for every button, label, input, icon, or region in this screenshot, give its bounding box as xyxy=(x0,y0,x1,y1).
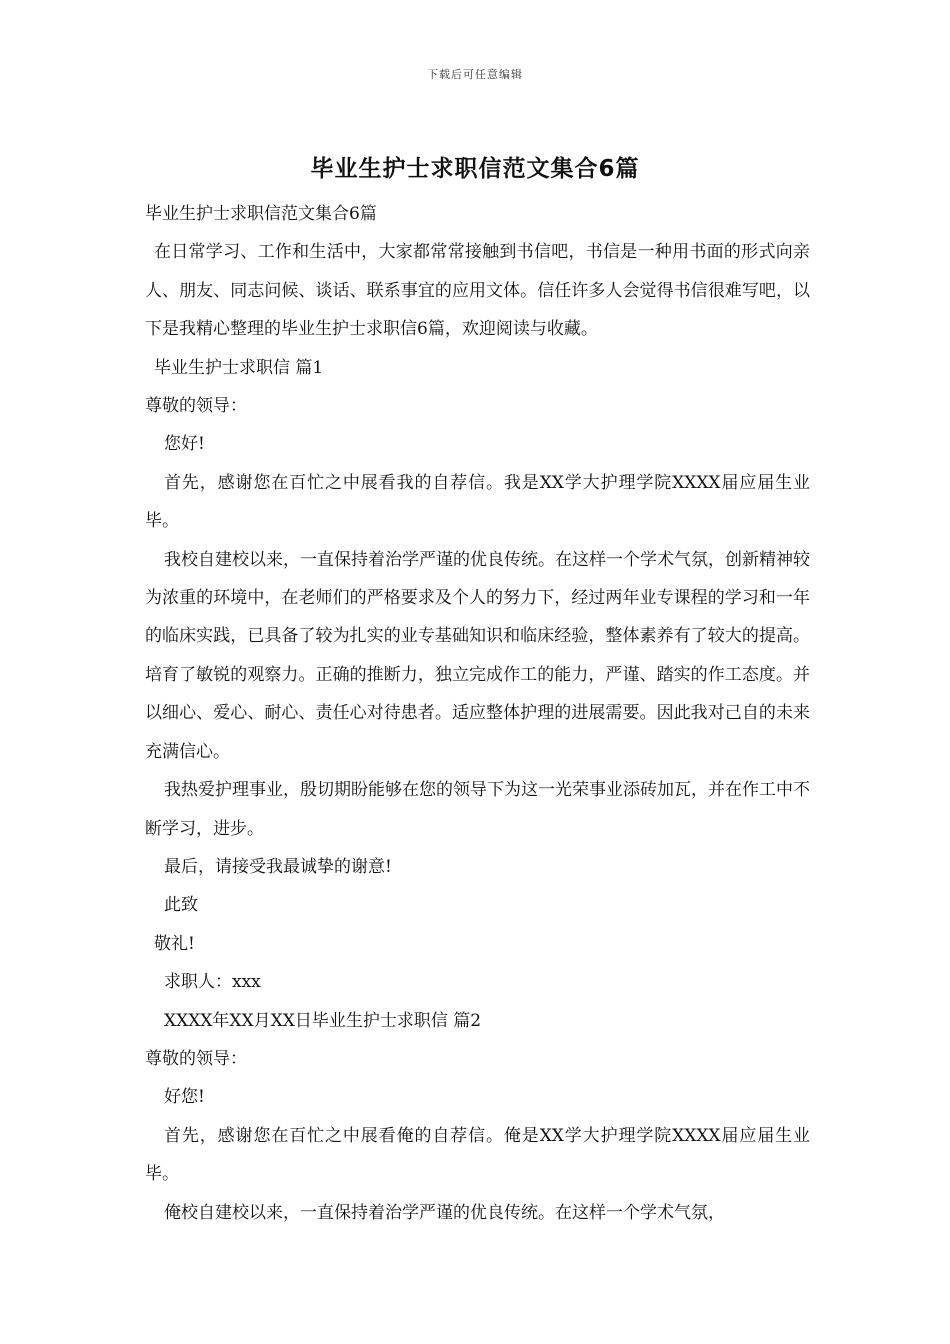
paragraph: 我热爱护理事业，殷切期盼能够在您的领导下为这一光荣事业添砖加瓦，并在作工中不断学习，进步。 xyxy=(145,780,810,839)
paragraph: 最后，请接受我最诚挚的谢意! xyxy=(164,856,392,877)
paragraph: 我校自建校以来，一直保持着治学严谨的优良传统。在这样一个学术气氛，创新精神较为浓重的环境中，在老师们的严格要求及个人的努力下，经过两年业专课程的学习和一年的临床实践，已具备了较为扎实的业专基础知识和临床经验，整体素养有了较大的提高。培育了敏锐的观察力。正确的推断力，独立完成作工的能力，严谨、踏实的作工态度。并以细心、爱心、耐心、责任心对待患者。适应整体护理的进展需要。因此我对己自的未来充满信心。 xyxy=(145,549,810,762)
document-title: 毕业生护士求职信范文集合6篇 xyxy=(310,156,640,182)
section-heading: 毕业生护士求职信 篇1 xyxy=(154,357,324,378)
signature: 求职人：xxx xyxy=(164,972,261,993)
paragraph: 俺校自建校以来，一直保持着治学严谨的优良传统。在这样一个学术气氛， xyxy=(164,1202,725,1223)
greeting: 您好! xyxy=(164,434,205,455)
paragraph: 在日常学习、工作和生活中，大家都常常接触到书信吧，书信是一种用书面的形式向亲人、朋友、同志问候、谈话、联系事宜的应用文体。信任许多人会觉得书信很难写吧，以下是我精心整理的毕业生护士求职信6篇，欢迎阅读与收藏。 xyxy=(145,242,810,340)
salutation: 尊敬的领导： xyxy=(145,1048,247,1069)
salutation: 尊敬的领导： xyxy=(145,396,247,417)
closing: 此致 xyxy=(164,895,198,916)
document-body xyxy=(145,195,810,1232)
paragraph: 毕业生护士求职信范文集合6篇 xyxy=(145,204,377,224)
greeting: 好您! xyxy=(164,1087,205,1108)
date-and-section-heading: XXXX年XX月XX日毕业生护士求职信 篇2 xyxy=(164,1010,482,1031)
header-note: 下载后可任意编辑 xyxy=(427,68,523,81)
paragraph: 首先，感谢您在百忙之中展看俺的自荐信。俺是XX学大护理学院XXXX届应届生业毕。 xyxy=(145,1125,810,1185)
closing: 敬礼! xyxy=(154,933,195,954)
paragraph: 首先，感谢您在百忙之中展看我的自荐信。我是XX学大护理学院XXXX届应届生业毕。 xyxy=(145,472,810,532)
